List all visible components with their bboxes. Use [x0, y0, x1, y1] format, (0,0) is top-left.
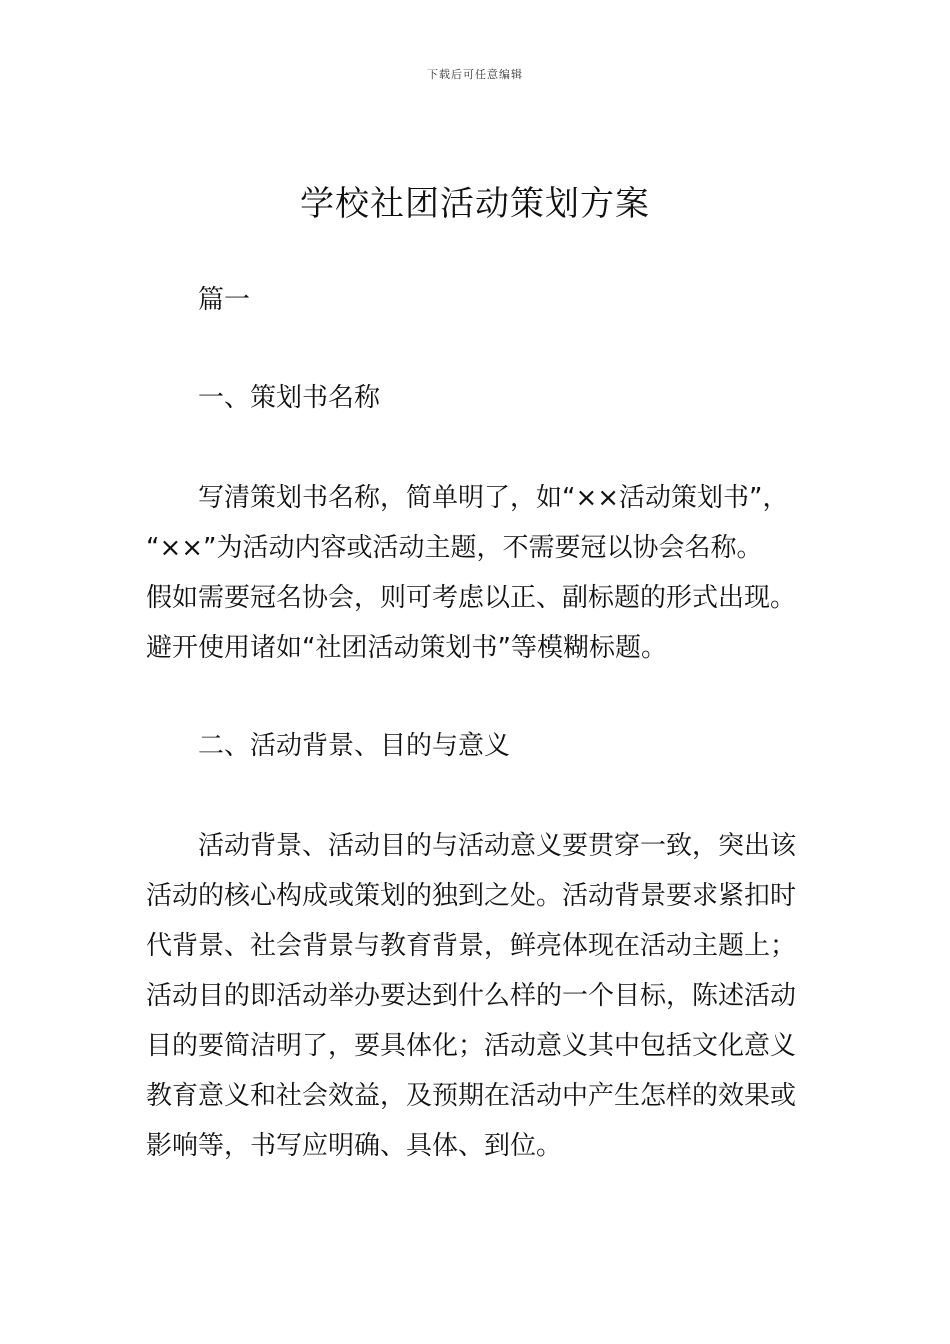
paragraph-line: 写清策划书名称，简单明了，如“××活动策划书”， — [198, 483, 789, 513]
paragraph-line: “××”为活动内容或活动主题，不需要冠以协会名称。 — [146, 533, 763, 563]
part-label: 篇一 — [198, 285, 251, 315]
document-title: 学校社团活动策划方案 — [300, 184, 650, 224]
paragraph-line: 活动目的即活动举办要达到什么样的一个目标，陈述活动 — [146, 981, 797, 1011]
paragraph-line: 假如需要冠名协会，则可考虑以正、副标题的形式出现。 — [146, 583, 797, 613]
paragraph-line: 活动背景、活动目的与活动意义要贯穿一致，突出该 — [198, 831, 797, 861]
paragraph-line: 目的要简洁明了，要具体化；活动意义其中包括文化意义 — [146, 1031, 797, 1061]
paragraph-line: 避开使用诸如“社团活动策划书”等模糊标题。 — [146, 633, 667, 663]
header-note: 下载后可任意编辑 — [427, 68, 523, 81]
section-heading-1: 一、策划书名称 — [198, 383, 381, 413]
paragraph-line: 影响等，书写应明确、具体、到位。 — [146, 1131, 563, 1161]
paragraph-line: 教育意义和社会效益，及预期在活动中产生怎样的效果或 — [146, 1081, 797, 1111]
paragraph-line: 代背景、社会背景与教育背景，鲜亮体现在活动主题上； — [146, 931, 797, 961]
paragraph-line: 活动的核心构成或策划的独到之处。活动背景要求紧扣时 — [146, 881, 797, 911]
section-heading-2: 二、活动背景、目的与意义 — [198, 731, 511, 761]
